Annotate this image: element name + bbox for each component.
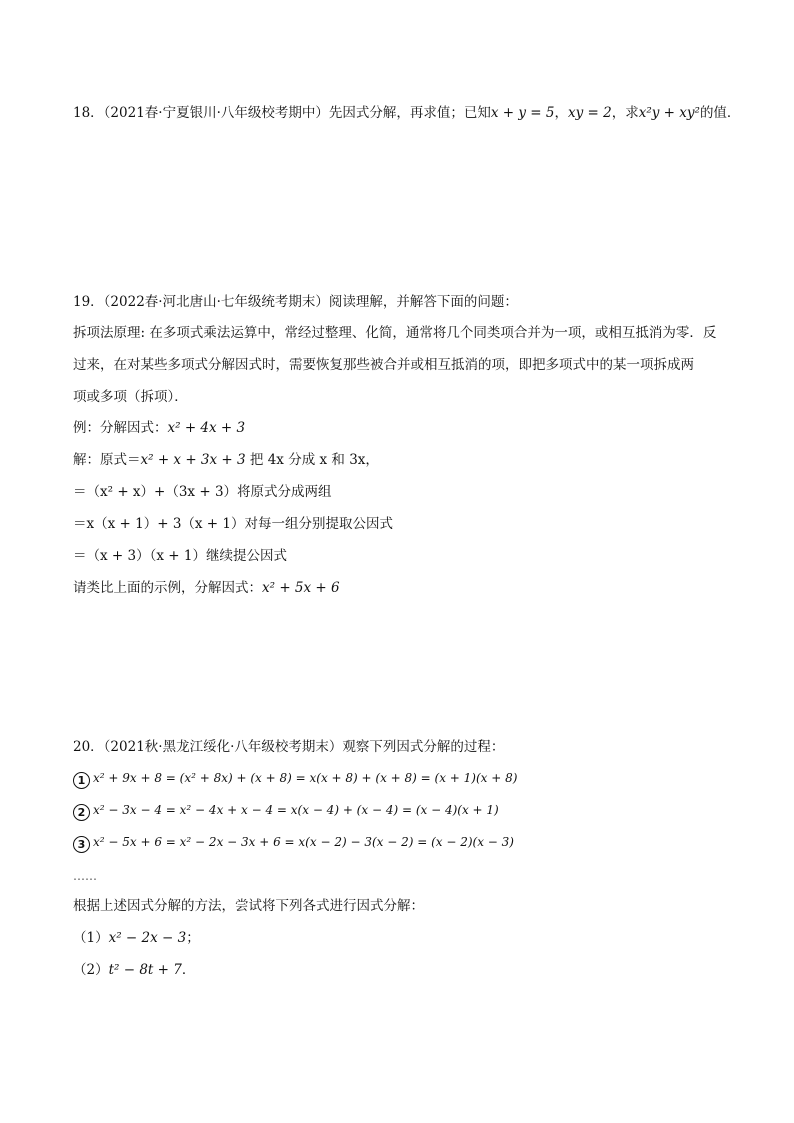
q18-prefix: 18．（2021春·宁夏银川·八年级校考期中）先因式分解，再求值；已知 <box>73 105 491 121</box>
q19-step-2: ＝（x² + x）+（3x + 3）将原式分成两组 <box>73 484 332 500</box>
q20-sub-2-expr: t² − 8t + 7 <box>108 962 182 978</box>
circled-number-1: 1 <box>73 772 90 789</box>
q20-item-3-expr: x² − 5x + 6 = x² − 2x − 3x + 6 = x(x − 2) − 3(x − 2) = (x − 2)(x − 3) <box>93 835 514 849</box>
q18-expr1: x + y = 5 <box>490 105 555 121</box>
q20-sub-2-end: ． <box>181 962 196 978</box>
question-20-title: 20．（2021秋·黑龙江绥化·八年级校考期末）观察下列因式分解的过程： <box>73 739 505 755</box>
q19-step-3: ＝x（x + 1）+ 3（x + 1）对每一组分别提取公因式 <box>73 516 393 532</box>
q18-suffix: 的值． <box>699 105 741 121</box>
q20-item-2 <box>73 800 499 821</box>
question-19-title: 19．（2022春·河北唐山·七年级统考期末）阅读理解，并解答下面的问题： <box>73 294 518 310</box>
q20-item-1-expr: x² + 9x + 8 = (x² + 8x) + (x + 8) = x(x + 8) + (x + 8) = (x + 1)(x + 8) <box>93 771 518 785</box>
q19-task-label: 请类比上面的示例，分解因式： <box>73 580 262 596</box>
q19-solution-note: 把 4x 分成 x 和 3x， <box>249 452 379 468</box>
q19-solution <box>73 450 379 470</box>
q20-ellipsis: …… <box>73 869 97 883</box>
q20-sub-2 <box>73 960 195 980</box>
q19-paragraph-line-2: 过来，在对某些多项式分解因式时，需要恢复那些被合并或相互抵消的项，即把多项式中的某一项拆成两 <box>73 357 694 373</box>
circled-number-2: 2 <box>73 804 90 821</box>
q20-item-1 <box>73 768 517 789</box>
q18-expr3: x²y + xy² <box>638 105 700 121</box>
q19-solution-expr: x² + x + 3x + 3 <box>140 452 246 468</box>
q19-task <box>73 578 340 598</box>
q20-sub-2-label: （2） <box>73 962 109 978</box>
question-18 <box>73 103 740 123</box>
q19-task-expr: x² + 5x + 6 <box>262 580 340 596</box>
q18-mid: ，求 <box>611 105 639 121</box>
q20-item-3 <box>73 832 514 853</box>
q20-item-2-expr: x² − 3x − 4 = x² − 4x + x − 4 = x(x − 4) + (x − 4) = (x − 4)(x + 1) <box>93 803 499 817</box>
q19-paragraph-line-3: 项或多项（拆项）． <box>73 389 188 405</box>
q18-expr2: xy = 2 <box>568 105 612 121</box>
q20-sub-1 <box>73 928 200 948</box>
q20-sub-1-label: （1） <box>73 930 109 946</box>
q19-paragraph-line-1: 拆项法原理: 在多项式乘法运算中，常经过整理、化简，通常将几个同类项合并为一项，或相互抵消为零．反 <box>73 325 717 341</box>
q19-example-expr: x² + 4x + 3 <box>167 420 246 436</box>
circled-number-3: 3 <box>73 836 90 853</box>
q19-solution-label: 解：原式＝ <box>73 452 141 468</box>
q19-step-4: ＝（x + 3）（x + 1）继续提公因式 <box>73 548 287 564</box>
q20-sub-1-end: ； <box>186 930 200 946</box>
q20-sub-1-expr: x² − 2x − 3 <box>108 930 187 946</box>
q18-sep1: ， <box>554 105 568 121</box>
q20-instruction: 根据上述因式分解的方法，尝试将下列各式进行因式分解： <box>73 898 424 914</box>
q19-example-label: 例：分解因式： <box>73 420 168 436</box>
q19-example <box>73 418 245 438</box>
